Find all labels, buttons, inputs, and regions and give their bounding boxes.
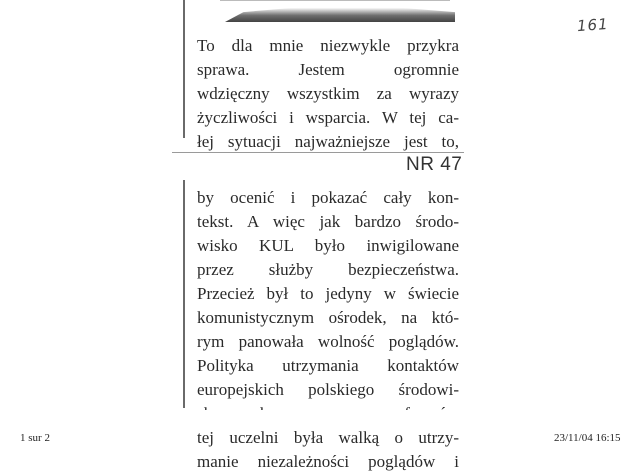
text-line: łej sytuacji najważniejsze jest to,: [197, 132, 459, 151]
scan-top-mark: [220, 0, 450, 5]
column-rule-top: [183, 0, 185, 138]
page-cutoff: [0, 410, 640, 426]
text-line: wisko KUL było inwigilowane: [197, 236, 459, 255]
text-line: To dla mnie niezwykle przykra: [197, 36, 459, 55]
text-line: sprawa. Jestem ogromnie: [197, 60, 459, 79]
text-line: manie niezależności poglądów i: [197, 452, 459, 471]
text-line: wdzięczny wszystkim za wyrazy: [197, 84, 459, 103]
column-rule-bottom: [183, 180, 185, 408]
section-separator: [172, 152, 464, 153]
text-line: komunistycznym ośrodek, na któ-: [197, 308, 459, 327]
issue-number: NR 47: [406, 154, 463, 175]
handwritten-page-number: 161: [576, 14, 610, 36]
text-line: życzliwości i wsparcia. W tej ca-: [197, 108, 459, 127]
page-indicator: 1 sur 2: [20, 432, 50, 444]
text-line: przez służby bezpieczeństwa.: [197, 260, 459, 279]
text-line: Polityka utrzymania kontaktów: [197, 356, 459, 375]
text-line: tekst. A więc jak bardzo środo-: [197, 212, 459, 231]
text-line: rym panowała wolność poglądów.: [197, 332, 459, 351]
text-line: europejskich polskiego środowi-: [197, 380, 459, 399]
top-column-text: [197, 34, 459, 154]
text-line: Przecież był to jedyny w świecie: [197, 284, 459, 303]
bottom-column-text: [197, 186, 459, 474]
text-line: tej uczelni była walką o utrzy-: [197, 428, 459, 447]
print-timestamp: 23/11/04 16:15: [554, 432, 621, 444]
text-line: by ocenić i pokazać cały kon-: [197, 188, 459, 207]
